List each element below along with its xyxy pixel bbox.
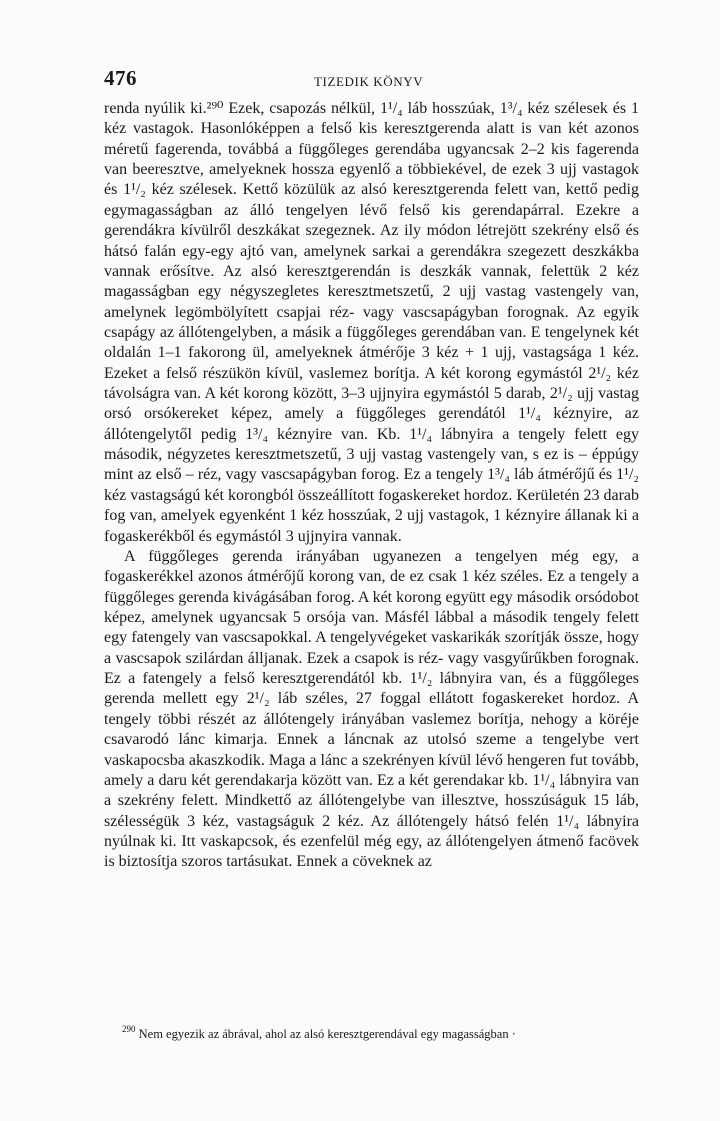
footnote: [122, 1026, 637, 1042]
main-text: [104, 99, 639, 873]
paragraph: renda nyúlik ki.²⁹⁰ Ezek, csapozás nélkül, 1¹/₄ láb hosszúak, 1³/₄ kéz szélesek és 1 kéz vastagok. Hasonlóképpen a felső kis keresztgerenda alatt is van két azonos méretű fagerenda, továbbá a függőleges gerendába ugyancsak 2–2 kis fagerenda van beeresztve, amelyeknek hossza egyenlő a többiekével, de ezek 3 ujj vastagok és 1¹/₂ kéz szélesek. Kettő közülük az alsó keresztgerenda felett van, kettő pedig egymagasságban az álló tengelyen lévő felső kis gerendapárral. Ezekre a gerendákra kívülről deszkákat szegeznek. Az ily módon létrejött szekrény első és hátsó falán egy-egy ajtó van, amelynek sarkai a gerendákra szegezett deszkákba vannak erősítve. Az alsó keresztgerendán is deszkák vannak, felettük 2 kéz magasságban egy négyszegletes keresztmetszetű, 2 ujj vastag vastengely van, amelynek legömbölyített csapjai réz- vagy vascsapágyban forognak. Az egyik csapágy az állótengelyben, a másik a függőleges gerendában van. E tengelynek két oldalán 1–1 fakorong ül, amelyeknek átmérője 3 kéz + 1 ujj, vastagsága 1 kéz. Ezeket a felső részükön kívül, vaslemez borítja. A két korong egymástól 2¹/₂ kéz távolságra van. A két korong között, 3–3 ujjnyira egymástól 5 darab, 2¹/₂ ujj vastag orsó orsókereket képez, amely a függőleges gerendától 1¹/₄ kéznyire, az állótengelytől pedig 1³/₄ kéznyire van. Kb. 1¹/₄ lábnyira a tengely felett egy második, négyzetes keresztmetszetű, 3 ujj vastag vastengely van, s ez is – éppúgy mint az első – réz, vagy vascsapágyban forog. Ez a tengely 1³/₄ láb átmérőjű és 1¹/₂ kéz vastagságú két korongból összeállított fogaskereket hordoz. Kerületén 23 darab fog van, amelyek egyenként 1 kéz hosszúak, 2 ujj vastagok, 1 kéznyire állanak ki a fogaskerékből és egymástól 3 ujjnyira vannak.: [104, 100, 639, 545]
footnote-marker: 290: [122, 1024, 136, 1034]
running-header: [104, 66, 639, 96]
paragraph: A függőleges gerenda irányában ugyanezen a tengelyen még egy, a fogaskerékkel azonos átmérőjű korong van, de ez csak 1 kéz széles. Ez a tengely a függőleges gerenda kivágásában forog. A két korong együtt egy második orsódobot képez, amelynek ugyancsak 5 orsója van. Másfél lábbal a második tengely felett egy fatengely van vascsapokkal. A tengelyvégeket vaskarikák szorítják össze, hogy a vascsapok szilárdan álljanak. Ezek a csapok is réz- vagy vasgyűrűkben forognak. Ez a fatengely a felső keresztgerendától kb. 1¹/₂ lábnyira van, és a függőleges gerenda mellett egy 2¹/₂ láb széles, 27 foggal ellátott fogaskereket hordoz. A tengely többi részét az állótengely irányában vaslemez borítja, nehogy a köréje csavarodó lánc kimarja. Ennek a láncnak az utolsó szeme a tengelybe vert vaskapocsba akaszkodik. Maga a lánc a szekrényen kívül lévő hengeren fut tovább, amely a daru két gerendakarja között van. Ez a két gerendakar kb. 1¹/₄ lábnyira van a szekrény felett. Mindkettő az állótengelybe van illesztve, hosszúságuk 15 láb, szélességük 3 kéz, vastagságuk 2 kéz. Az állótengely hátsó felén 1¹/₄ lábnyira nyúlnak ki. Itt vaskapcsok, és ezenfelül még egy, az állótengelyen átmenő facövek is biztosítja szoros tartásukat. Ennek a cöveknek az: [104, 547, 639, 871]
footnote-text: Nem egyezik az ábrával, ahol az alsó keresztgerendával egy magasságban ·: [138, 1027, 516, 1041]
running-head: TIZEDIK KÖNYV: [314, 74, 424, 89]
page-number: 476: [104, 66, 137, 90]
